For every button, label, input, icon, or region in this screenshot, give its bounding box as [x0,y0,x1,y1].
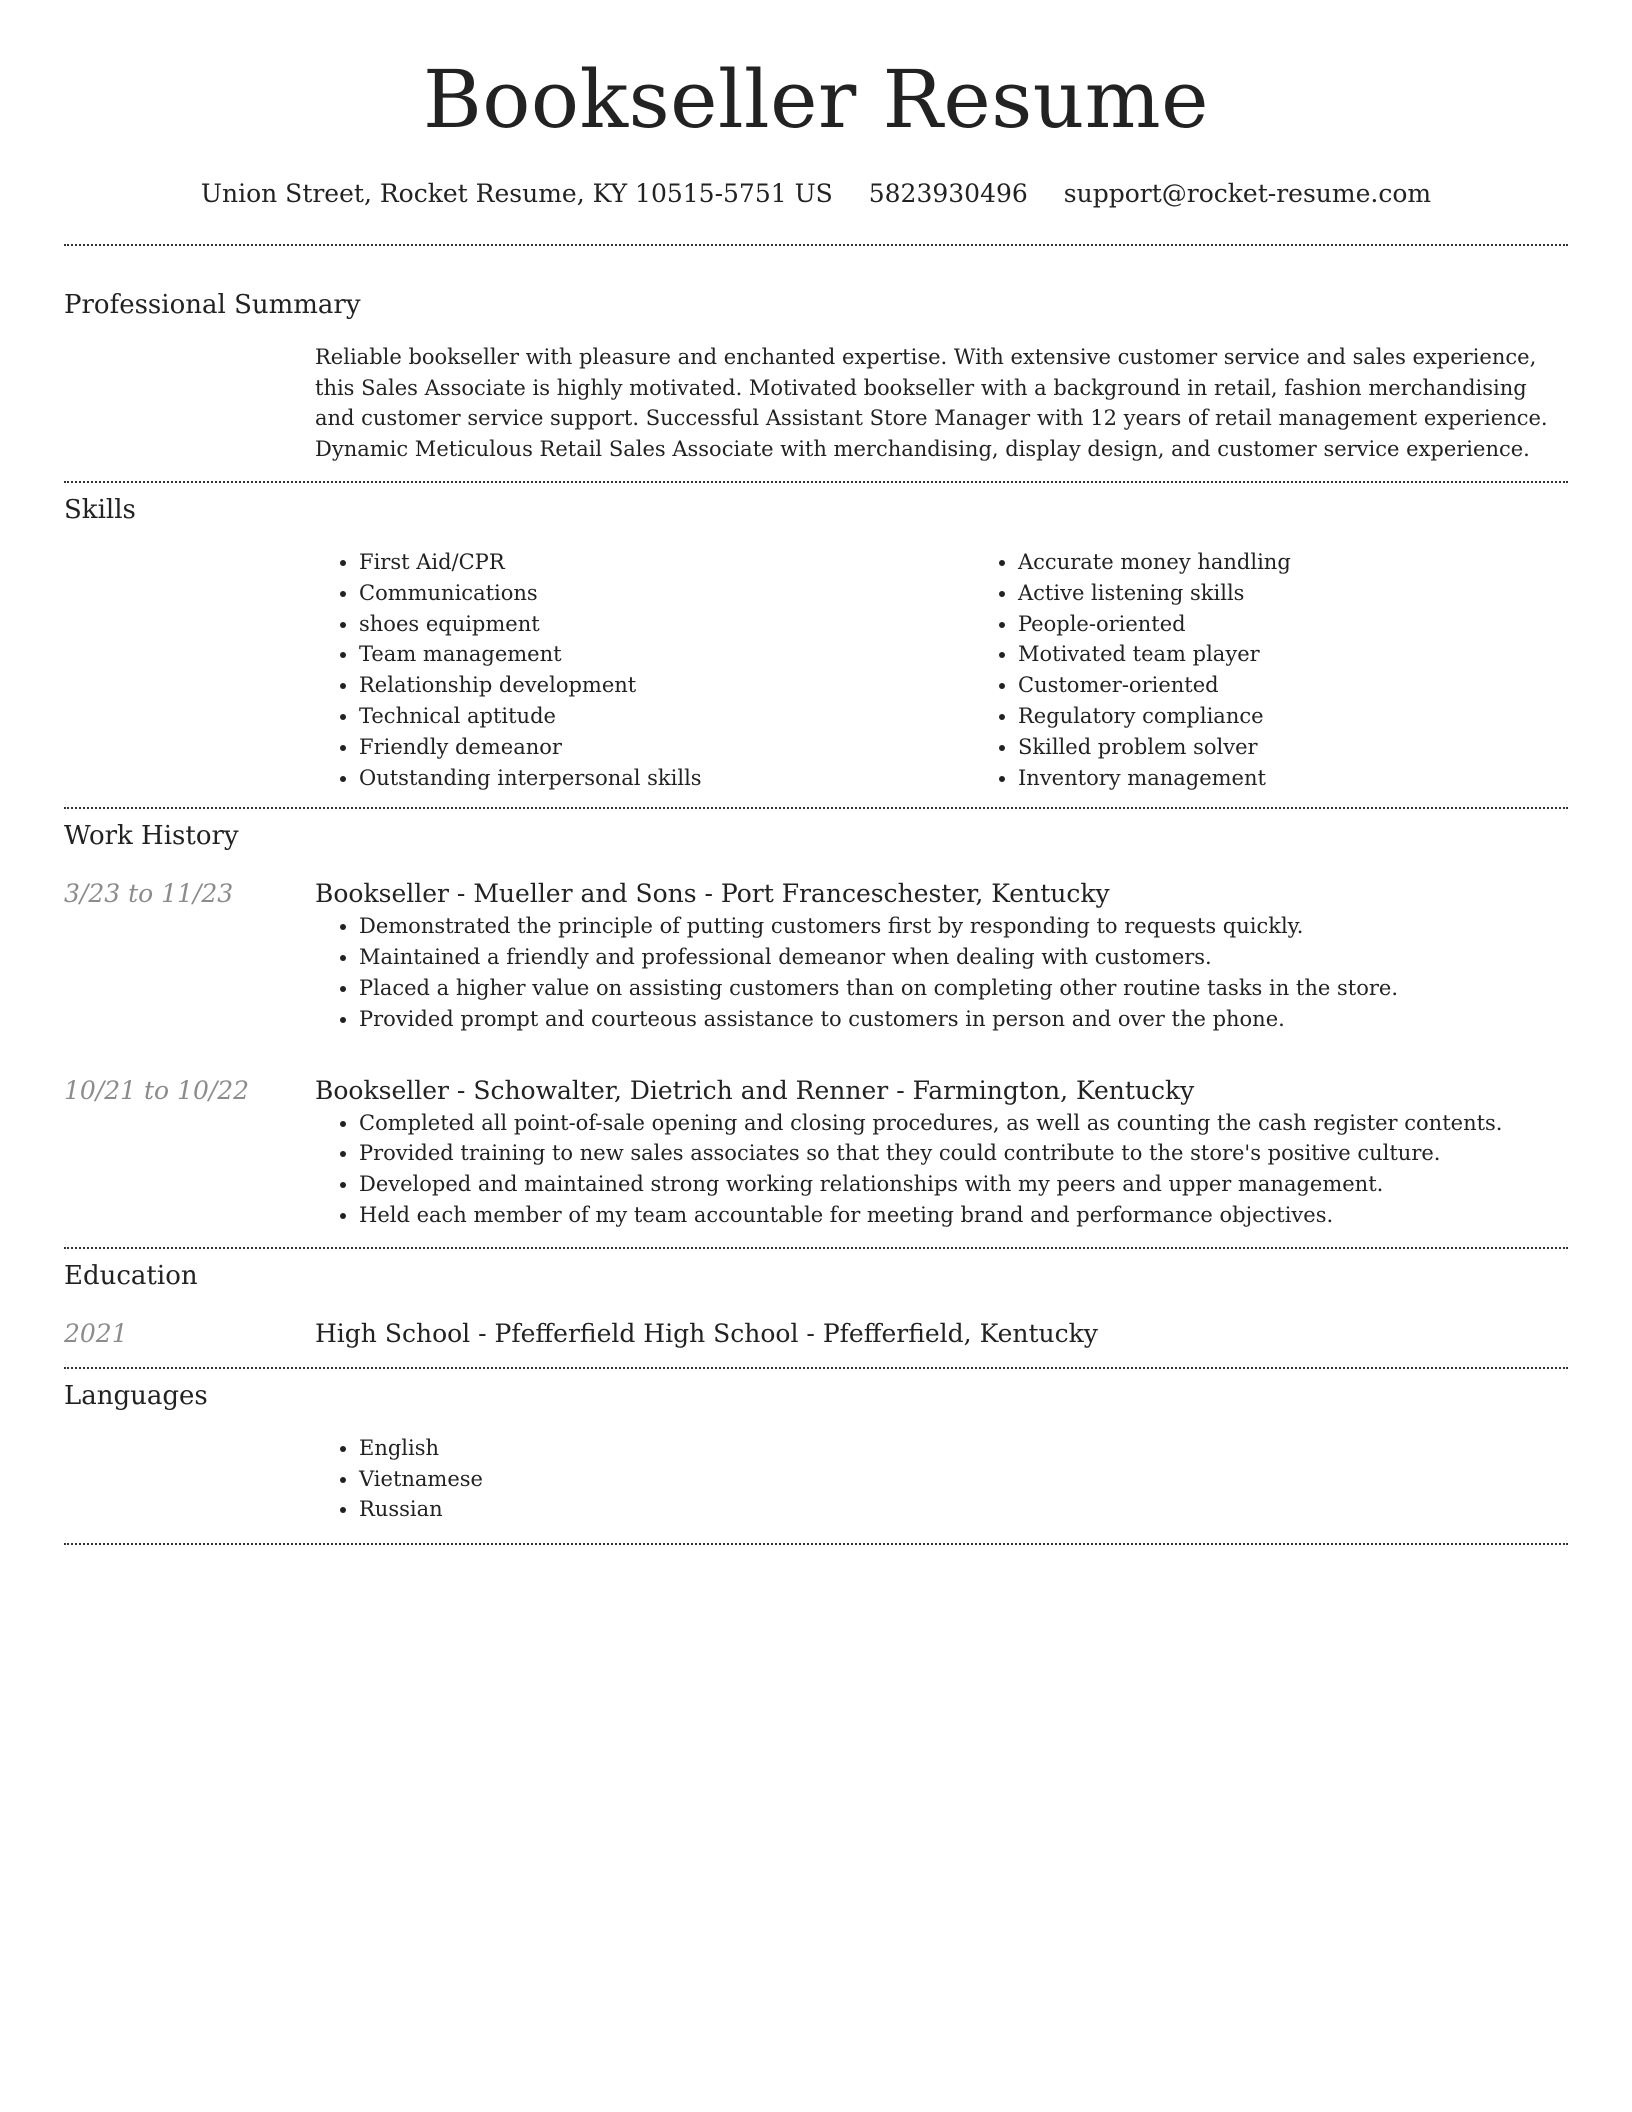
contact-line [64,178,1568,210]
job-dates: 10/21 to 10/22 [64,1075,250,1105]
job-entry [64,877,1568,1034]
skills-list-left [315,547,974,793]
divider [64,244,1568,246]
language-item: • Vietnamese [359,1464,1568,1495]
work-section [64,819,1568,1230]
skills-row [64,547,1568,793]
job-details [315,1074,1568,1231]
job-bullets [315,911,1568,1034]
skills-section [64,493,1568,793]
job-entry [64,1074,1568,1231]
job-bullet: • Developed and maintained strong working relationships with my peers and upper management. [359,1169,1568,1200]
skill-item: • Outstanding interpersonal skills [359,763,974,794]
education-heading: Education [64,1260,198,1291]
summary-text: Reliable bookseller with pleasure and enchanted expertise. With extensive customer service and sales experience, this Sales Associate is highly motivated. Motivated bookseller with a background in retail, fashion merchandising and customer service support. Successful Assistant Store Manager with 12 years of retail management experience. Dynamic Meticulous Retail Sales Associate with merchandising, display design, and customer service experience. [315,345,1548,461]
contact-phone: 5823930496 [868,179,1028,208]
summary-section [64,288,1568,464]
education-title: High School - Pfefferfield High School - Pfefferfield, Kentucky [315,1318,1098,1348]
job-bullet: • Provided prompt and courteous assistance to customers in person and over the phone. [359,1004,1568,1035]
job-bullet: • Placed a higher value on assisting customers than on completing other routine tasks in the store. [359,973,1568,1004]
skills-columns [315,547,1632,793]
divider [64,1367,1568,1369]
skill-item: • Active listening skills [1018,578,1632,609]
job-title: Bookseller - Mueller and Sons - Port Franceschester, Kentucky [315,879,1110,909]
job-bullet: • Maintained a friendly and professional demeanor when dealing with customers. [359,942,1568,973]
skills-heading: Skills [64,495,136,525]
job-bullet: • Completed all point-of-sale opening and closing procedures, as well as counting the cash register contents. [359,1108,1568,1139]
job-bullet: • Demonstrated the principle of putting customers first by responding to requests quickly. [359,911,1568,942]
language-item: • Russian [359,1494,1568,1525]
divider [64,807,1568,809]
skill-item: • Regulatory compliance [1018,701,1632,732]
job-details [315,877,1568,1034]
languages-list [315,1433,1568,1525]
divider [64,1543,1568,1545]
skill-item: • First Aid/CPR [359,547,974,578]
education-year: 2021 [64,1318,128,1348]
job-title: Bookseller - Schowalter, Dietrich and Renner - Farmington, Kentucky [315,1075,1195,1105]
job-bullets [315,1108,1568,1231]
skill-item: • Team management [359,639,974,670]
skill-item: • Skilled problem solver [1018,732,1632,763]
summary-row [64,342,1568,464]
languages-details [315,1433,1568,1525]
skill-item: • Relationship development [359,670,974,701]
skill-item: • Inventory management [1018,763,1632,794]
job-bullet: • Provided training to new sales associates so that they could contribute to the store's positive culture. [359,1138,1568,1169]
languages-section [64,1379,1568,1525]
work-heading: Work History [64,821,239,852]
skill-item: • Motivated team player [1018,639,1632,670]
education-details [315,1317,1568,1351]
skill-item: • Friendly demeanor [359,732,974,763]
languages-row [64,1433,1568,1525]
education-section [64,1259,1568,1351]
education-entry [64,1317,1568,1351]
skill-item: • shoes equipment [359,609,974,640]
skill-item: • Communications [359,578,974,609]
skill-item: • Accurate money handling [1018,547,1632,578]
language-item: • English [359,1433,1568,1464]
contact-email: support@rocket-resume.com [1063,179,1432,208]
skill-item: • People-oriented [1018,609,1632,640]
divider [64,1247,1568,1249]
job-dates: 3/23 to 11/23 [64,879,234,909]
contact-address: Union Street, Rocket Resume, KY 10515-5751 US [200,179,833,208]
languages-heading: Languages [64,1380,208,1411]
summary-heading: Professional Summary [64,290,361,320]
resume-title: Bookseller Resume [422,53,1210,146]
skills-list-right [974,547,1632,793]
divider [64,481,1568,483]
skill-item: • Technical aptitude [359,701,974,732]
skill-item: • Customer-oriented [1018,670,1632,701]
job-bullet: • Held each member of my team accountable for meeting brand and performance objectives. [359,1200,1568,1231]
